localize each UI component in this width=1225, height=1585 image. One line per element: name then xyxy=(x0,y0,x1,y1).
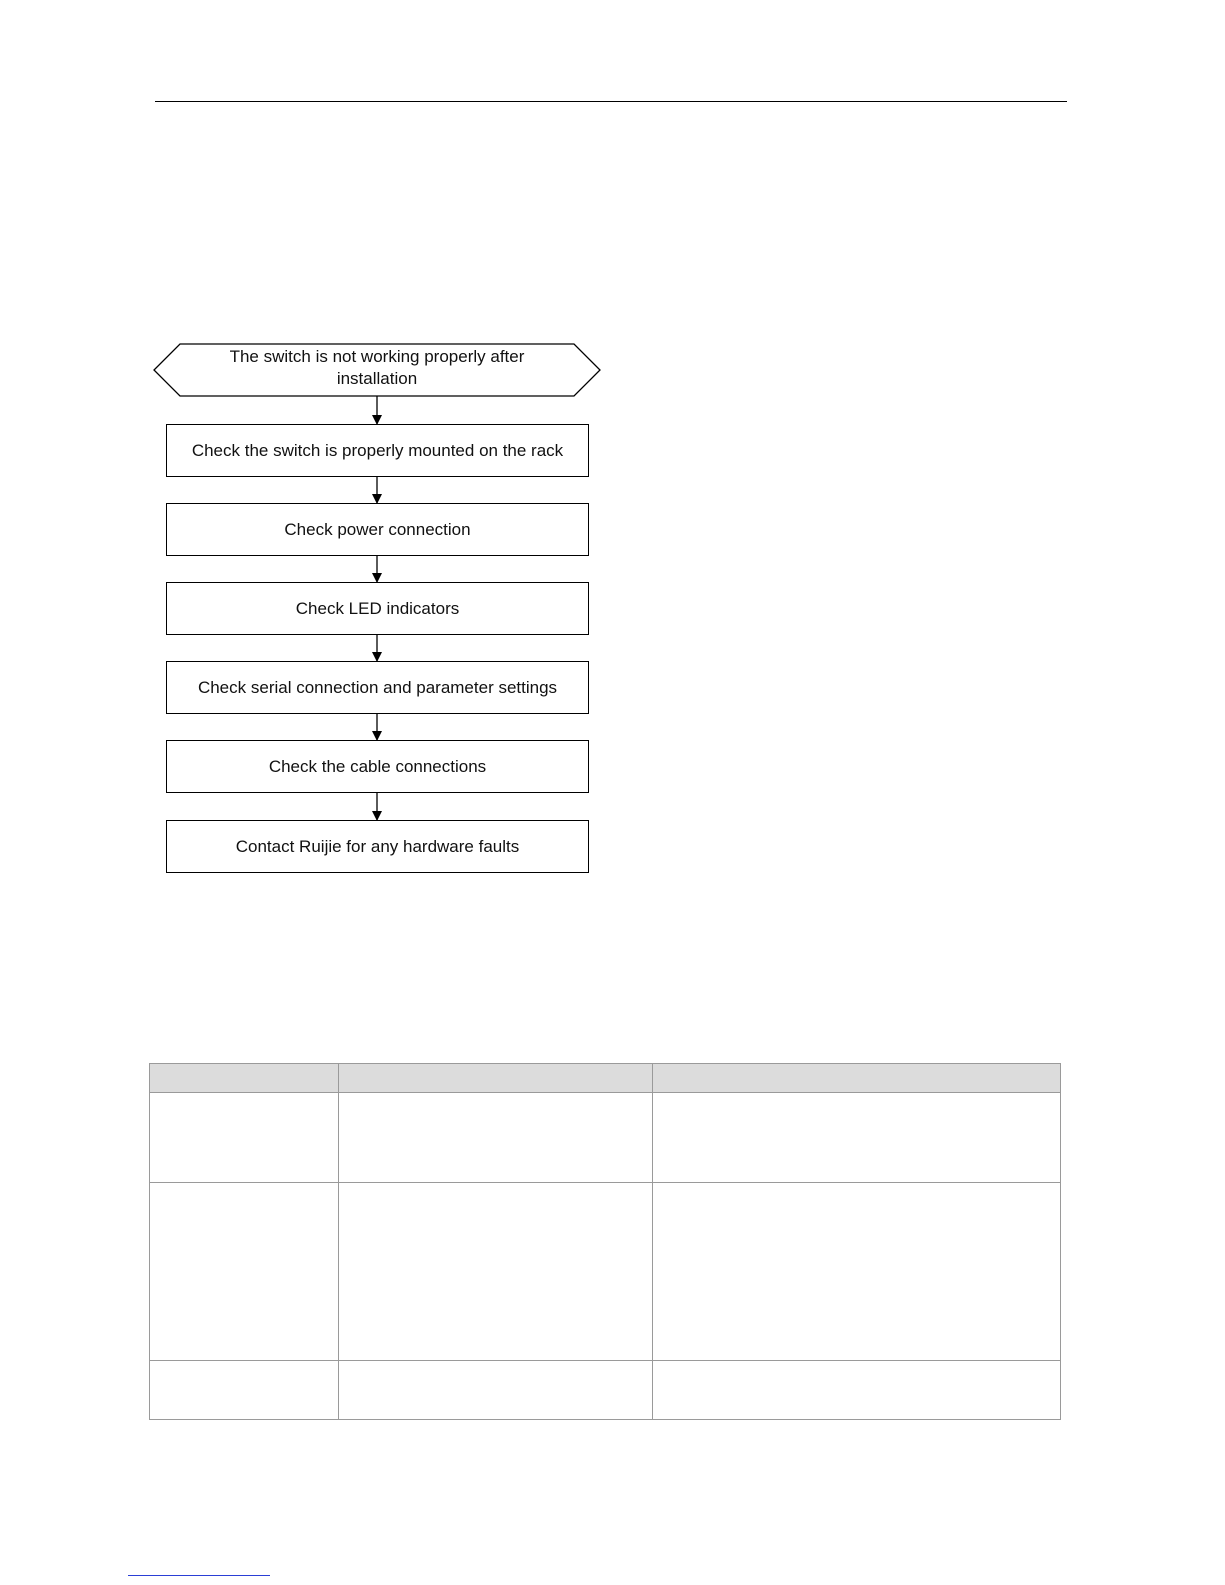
table-cell xyxy=(339,1361,653,1420)
header-rule xyxy=(155,101,1067,102)
table-row xyxy=(150,1093,1061,1183)
table-header-cell xyxy=(653,1064,1061,1093)
table-cell xyxy=(653,1361,1061,1420)
table-cell xyxy=(339,1093,653,1183)
start-node-label: The switch is not working properly after installation xyxy=(229,347,525,388)
step-check-rack-mount: Check the switch is properly mounted on the rack xyxy=(166,424,589,477)
table-row xyxy=(150,1361,1061,1420)
step-check-cables: Check the cable connections xyxy=(166,740,589,793)
step-check-power: Check power connection xyxy=(166,503,589,556)
table-cell xyxy=(150,1093,339,1183)
table-header-cell xyxy=(339,1064,653,1093)
step-check-led: Check LED indicators xyxy=(166,582,589,635)
table-header-row xyxy=(150,1064,1061,1093)
table-cell xyxy=(339,1183,653,1361)
step-contact-ruijie: Contact Ruijie for any hardware faults xyxy=(166,820,589,873)
table-header-cell xyxy=(150,1064,339,1093)
table-cell xyxy=(653,1183,1061,1361)
table-cell xyxy=(150,1183,339,1361)
troubleshooting-flowchart xyxy=(150,340,610,885)
table-cell xyxy=(653,1093,1061,1183)
table-cell xyxy=(150,1361,339,1420)
step-check-serial: Check serial connection and parameter settings xyxy=(166,661,589,714)
footer-link-underline[interactable] xyxy=(128,1575,270,1576)
table-row xyxy=(150,1183,1061,1361)
troubleshooting-table xyxy=(149,1063,1061,1420)
